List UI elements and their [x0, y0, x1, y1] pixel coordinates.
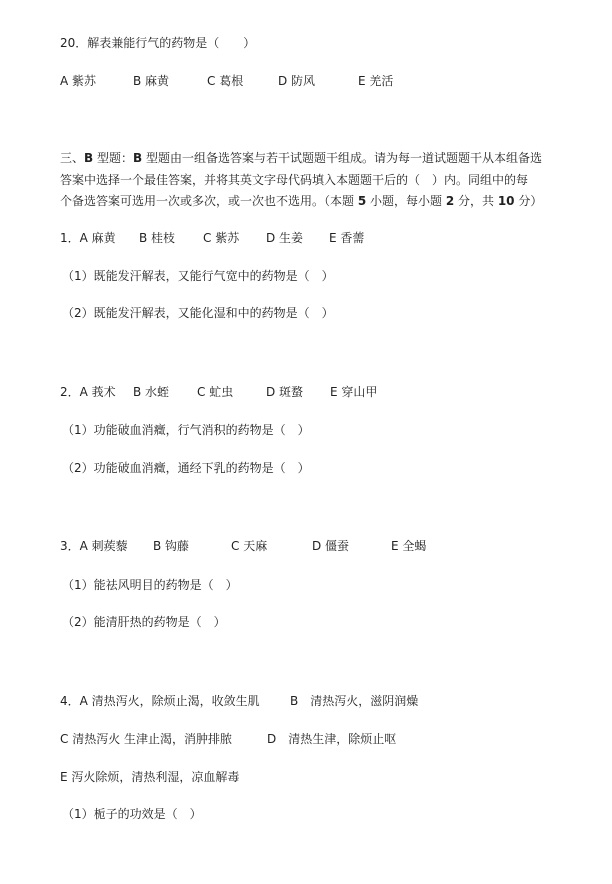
group-2-question-2: （2）功能破血消癥，通经下乳的药物是（ ）	[62, 461, 310, 475]
group-4-question-1: （1）栀子的功效是（ ）	[62, 807, 202, 821]
option-b: B 麻黄	[133, 74, 170, 88]
question-20-stem: 20．解表兼能行气的药物是（ ）	[60, 36, 256, 50]
section-3-heading-line-2: 答案中选择一个最佳答案，并将其英文字母代码填入本题题干后的（ ）内。同组中的每	[60, 173, 529, 187]
option-a: 3．A 刺蒺藜	[60, 539, 128, 553]
option-a: 1．A 麻黄	[60, 231, 116, 245]
option-c: C 天麻	[231, 539, 268, 553]
option-b: B 钩藤	[153, 539, 190, 553]
option-b: B 水蛭	[133, 385, 170, 399]
group-4-option-e: E 泻火除烦，清热利湿，凉血解毒	[60, 770, 240, 784]
option-b: B 桂枝	[139, 231, 176, 245]
option-c: C 虻虫	[197, 385, 234, 399]
option-d: D 生姜	[266, 231, 304, 245]
option-e: E 穿山甲	[330, 385, 378, 399]
option-b: B 清热泻火，滋阴润燥	[290, 694, 419, 708]
group-2-options	[60, 384, 378, 400]
section-3-heading-line-3: 个备选答案可选用一次或多次，或一次也不选用。（本题 5 小题，每小题 2 分，共 10 分）	[60, 194, 543, 208]
option-d: D 清热生津，除烦止呕	[267, 732, 397, 746]
group-4-options-line-2	[60, 731, 397, 747]
option-a: A 紫苏	[60, 74, 97, 88]
group-2-question-1: （1）功能破血消癥，行气消积的药物是（ ）	[62, 423, 310, 437]
group-4-options-line-1	[60, 693, 419, 709]
option-e: E 全蝎	[391, 539, 427, 553]
option-c: C 清热泻火 生津止渴，消肿排脓	[60, 732, 233, 746]
group-3-question-2: （2）能清肝热的药物是（ ）	[62, 615, 226, 629]
option-a: 4．A 清热泻火，除烦止渴，收敛生肌	[60, 694, 260, 708]
group-3-options	[60, 538, 427, 554]
question-20-options	[60, 73, 394, 89]
option-d: D 防风	[278, 74, 316, 88]
option-d: D 僵蚕	[312, 539, 350, 553]
option-c: C 紫苏	[203, 231, 240, 245]
group-3-question-1: （1）能祛风明目的药物是（ ）	[62, 578, 238, 592]
option-c: C 葛根	[207, 74, 244, 88]
group-1-question-2: （2）既能发汗解表，又能化湿和中的药物是（ ）	[62, 306, 334, 320]
option-d: D 斑蝥	[266, 385, 304, 399]
option-e: E 香薷	[329, 231, 365, 245]
section-3-heading-line-1: 三、B 型题：B 型题由一组备选答案与若干试题题干组成。请为每一道试题题干从本组备选	[60, 151, 542, 165]
option-e: E 羌活	[358, 74, 394, 88]
group-1-question-1: （1）既能发汗解表，又能行气宽中的药物是（ ）	[62, 269, 334, 283]
option-a: 2．A 莪术	[60, 385, 116, 399]
group-1-options	[60, 230, 365, 246]
